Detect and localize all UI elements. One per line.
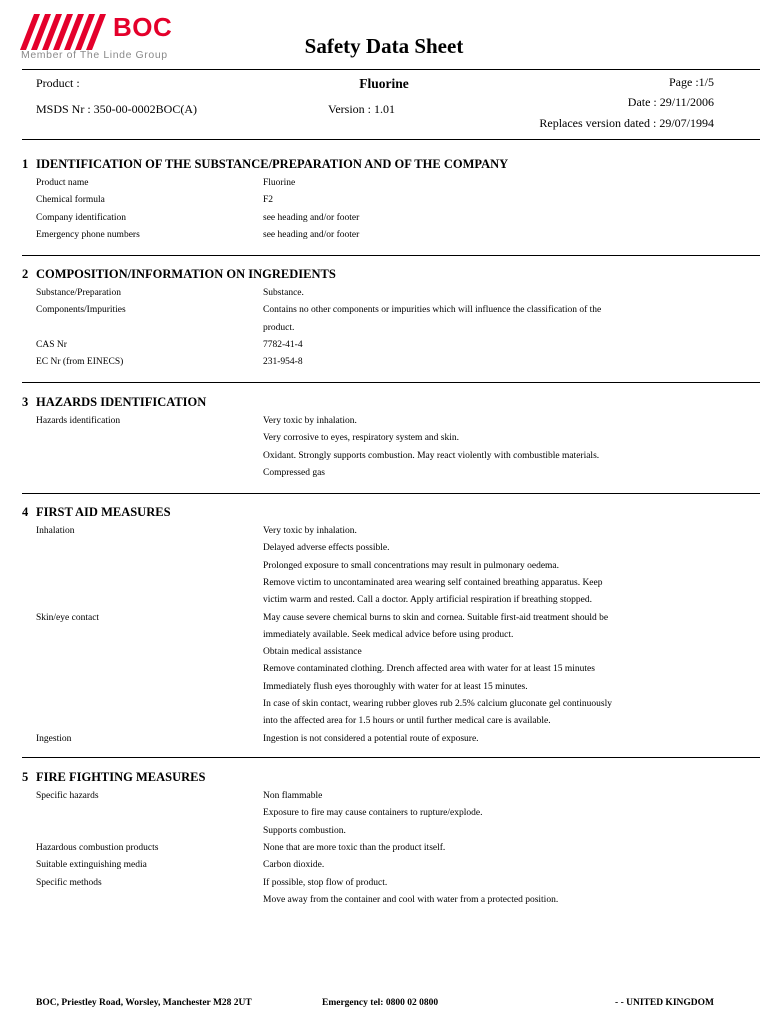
date: Date : 29/11/2006 bbox=[627, 95, 714, 109]
footer-address: BOC, Priestley Road, Worsley, Manchester M28 2UT bbox=[36, 998, 252, 1008]
field-value: Compressed gas bbox=[263, 467, 326, 478]
field-value: Remove victim to uncontaminated area wearing self contained breathing apparatus. Keep bbox=[263, 577, 603, 588]
field-value: In case of skin contact, wearing rubber gloves rub 2.5% calcium gluconate gel continuously bbox=[263, 699, 613, 709]
header-top-rule bbox=[22, 69, 760, 70]
section-divider bbox=[22, 382, 760, 383]
section-divider bbox=[22, 255, 760, 256]
section-divider bbox=[22, 757, 760, 758]
field-value: see heading and/or footer bbox=[263, 229, 360, 240]
section-title: IDENTIFICATION OF THE SUBSTANCE/PREPARATION AND OF THE COMPANY bbox=[36, 157, 509, 171]
field-label: Product name bbox=[36, 178, 89, 188]
field-value: Immediately flush eyes thoroughly with water for at least 15 minutes. bbox=[263, 681, 528, 692]
section-number: 5 bbox=[22, 770, 29, 784]
field-value: May cause severe chemical burns to skin and cornea. Suitable first-aid treatment should be bbox=[263, 612, 609, 623]
field-label: Company identification bbox=[36, 212, 126, 223]
section-number: 4 bbox=[22, 505, 29, 519]
product-label: Product : bbox=[36, 76, 80, 90]
field-value: Substance. bbox=[263, 288, 304, 298]
field-label: Substance/Preparation bbox=[36, 288, 121, 298]
version: Version : 1.01 bbox=[328, 102, 395, 116]
field-label: Specific methods bbox=[36, 877, 102, 888]
field-value: Exposure to fire may cause containers to rupture/explode. bbox=[263, 808, 483, 819]
field-value: 231-954-8 bbox=[263, 357, 303, 368]
field-value: Supports combustion. bbox=[263, 825, 346, 836]
field-value: If possible, stop flow of product. bbox=[263, 877, 388, 888]
field-value: Move away from the container and cool with water from a protected position. bbox=[263, 894, 559, 905]
field-label: Hazards identification bbox=[36, 416, 121, 426]
brand-tagline: Member of The Linde Group bbox=[21, 49, 168, 61]
section-number: 2 bbox=[22, 267, 29, 281]
field-value: product. bbox=[263, 322, 295, 333]
field-value: immediately available. Seek medical advice before using product. bbox=[263, 629, 514, 640]
field-label: Ingestion bbox=[36, 733, 72, 744]
field-value: None that are more toxic than the product itself. bbox=[263, 842, 446, 853]
section-number: 3 bbox=[22, 395, 29, 409]
section-title: HAZARDS IDENTIFICATION bbox=[36, 395, 207, 409]
field-value: victim warm and rested. Call a doctor. Apply artificial respiration if breathing stopped. bbox=[263, 595, 592, 606]
field-label: Emergency phone numbers bbox=[36, 229, 140, 240]
section-title: FIRST AID MEASURES bbox=[36, 505, 171, 519]
field-value: Carbon dioxide. bbox=[263, 860, 325, 871]
field-value: Ingestion is not considered a potential route of exposure. bbox=[263, 733, 479, 744]
field-label: Specific hazards bbox=[36, 791, 99, 801]
field-label: Components/Impurities bbox=[36, 305, 126, 316]
section-title: COMPOSITION/INFORMATION ON INGREDIENTS bbox=[36, 267, 336, 281]
page-number: Page :1/5 bbox=[669, 75, 714, 89]
field-value: Contains no other components or impurities which will influence the classification of the bbox=[263, 305, 602, 316]
field-value: Very corrosive to eyes, respiratory system and skin. bbox=[263, 433, 460, 444]
footer-country: - - UNITED KINGDOM bbox=[615, 998, 714, 1008]
footer-emergency: Emergency tel: 0800 02 0800 bbox=[322, 998, 439, 1008]
field-value: Oxidant. Strongly supports combustion. May react violently with combustible materials. bbox=[263, 450, 600, 461]
product-name: Fluorine bbox=[359, 76, 409, 91]
field-label: Skin/eye contact bbox=[36, 612, 100, 623]
section-divider bbox=[22, 493, 760, 494]
msds-number: MSDS Nr : 350-00-0002BOC(A) bbox=[36, 102, 198, 116]
header-bottom-rule bbox=[22, 139, 760, 140]
field-value: Delayed adverse effects possible. bbox=[263, 543, 390, 554]
field-value: 7782-41-4 bbox=[263, 339, 303, 350]
field-value: Very toxic by inhalation. bbox=[263, 416, 357, 426]
document-title: Safety Data Sheet bbox=[304, 34, 464, 58]
field-label: Chemical formula bbox=[36, 195, 105, 206]
section-number: 1 bbox=[22, 157, 29, 171]
brand-name: BOC bbox=[113, 12, 173, 42]
field-label: EC Nr (from EINECS) bbox=[36, 357, 124, 368]
field-value: Obtain medical assistance bbox=[263, 647, 362, 658]
field-value: into the affected area for 1.5 hours or until further medical care is available. bbox=[263, 716, 551, 727]
field-label: Suitable extinguishing media bbox=[36, 860, 147, 871]
field-label: Hazardous combustion products bbox=[36, 842, 159, 853]
field-label: Inhalation bbox=[36, 526, 75, 536]
field-value: Non flammable bbox=[263, 791, 323, 801]
field-value: Remove contaminated clothing. Drench affected area with water for at least 15 minutes bbox=[263, 664, 595, 675]
field-value: see heading and/or footer bbox=[263, 212, 360, 223]
field-value: Prolonged exposure to small concentrations may result in pulmonary oedema. bbox=[263, 560, 560, 571]
field-value: Fluorine bbox=[263, 178, 296, 188]
field-value: Very toxic by inhalation. bbox=[263, 526, 357, 536]
field-label: CAS Nr bbox=[36, 339, 67, 350]
field-value: F2 bbox=[263, 195, 274, 206]
section-title: FIRE FIGHTING MEASURES bbox=[36, 770, 206, 784]
replaces-version: Replaces version dated : 29/07/1994 bbox=[539, 116, 714, 130]
